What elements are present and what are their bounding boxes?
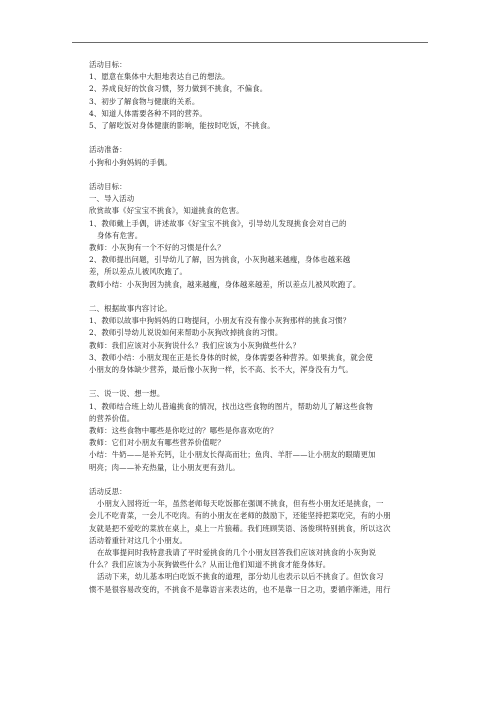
section-heading-process: 活动目标： <box>89 182 127 191</box>
paragraph-line: 1、教师以故事中狗妈妈的口吻提问，小朋友有没有像小灰狗那样的挑食习惯？ <box>89 316 351 326</box>
section-heading-preparation: 活动准备： <box>89 145 127 155</box>
paragraph-line: 小朋友入园将近一年，虽然老师每天吃饭都在强调不挑食，但有些小朋友还是挑食，一 <box>97 499 384 509</box>
goal-item: 4、知道人体需要各种不同的营养。 <box>89 108 207 118</box>
paragraph-line: 1、教师结合班上幼儿普遍挑食的情况，找出这些食物的图片，帮助幼儿了解这些食物 <box>89 401 373 411</box>
paragraph-line: 教师：它们对小朋友有哪些营养价值呢？ <box>89 438 225 448</box>
step-heading-talk: 三、说一说、想一想。 <box>89 389 165 399</box>
section-heading-goals: 活动目标： <box>89 60 127 69</box>
paragraph-line: 小结：牛奶——是补充钙，让小朋友长得高而壮；鱼肉、羊肝——让小朋友的眼睛更加 <box>89 450 376 460</box>
step-heading-discussion: 二、根据故事内容讨论。 <box>89 304 172 314</box>
paragraph-line: 小朋友的身体缺少营养，最后像小灰狗一样，长不高、长不大，浑身没有力气。 <box>89 365 353 375</box>
preparation-text: 小狗和小狗妈妈的手偶。 <box>89 157 172 167</box>
goal-item: 2、养成良好的饮食习惯，努力做到不挑食，不偏食。 <box>89 84 268 94</box>
goal-item: 1、愿意在集体中大胆地表达自己的想法。 <box>89 72 230 82</box>
goal-item: 5、了解吃饭对身体健康的影响，能按时吃饭，不挑食。 <box>89 121 275 131</box>
paragraph-line: 在故事提问时我特意我请了平时爱挑食的几个小朋友回答我们应该对挑食的小灰狗说 <box>97 548 377 558</box>
paragraph-line: 会儿不吃青菜，一会儿不吃肉。有的小朋友在老师的鼓励下，还能坚持把菜吃完，有的小朋 <box>89 511 391 521</box>
step-heading-intro: 一、导入活动 <box>89 194 135 204</box>
paragraph-line: 欣赏故事《好宝宝不挑食》，知道挑食的危害。 <box>89 206 244 216</box>
paragraph-line: 3、教师小结：小朋友现在正是长身体的时候，身体需要各种营养。如果挑食，就会使 <box>89 352 373 362</box>
paragraph-line: 的营养价值。 <box>89 413 135 423</box>
paragraph-line: 2、教师引导幼儿说说如何来帮助小灰狗改掉挑食的习惯。 <box>89 328 283 338</box>
paragraph-line: 什么？我们应该为小灰狗做些什么？从而让他们知道不挑食才能身体好。 <box>89 560 331 570</box>
paragraph-line: 活动着重针对这几个小朋友。 <box>89 535 188 545</box>
paragraph-line: 教师：小灰狗有一个不好的习惯是什么？ <box>89 243 225 253</box>
paragraph-line: 友就是把不爱吃的菜放在桌上，桌上一片狼藉。我们班顾笑语、汤俊琪特别挑食，所以这次 <box>89 523 391 533</box>
paragraph-line: 教师：这些食物中哪些是你吃过的？哪些是你喜欢吃的？ <box>89 426 278 436</box>
paragraph-line: 身体有危害。 <box>97 230 143 240</box>
paragraph-line: 1、教师戴上手偶，讲述故事《好宝宝不挑食》，引导幼儿发现挑食会对自己的 <box>89 218 347 228</box>
paragraph-line: 差，所以差点儿被风吹跑了。 <box>89 267 188 277</box>
document-body <box>89 59 411 596</box>
paragraph-line: 教师：我们应该对小灰狗说什么？我们应该为小灰狗做些什么？ <box>89 340 301 350</box>
goal-item: 3、初步了解食物与健康的关系。 <box>89 96 200 106</box>
paragraph-line: 教师小结：小灰狗因为挑食，越来越瘦，身体越来越差，所以差点儿被风吹跑了。 <box>89 279 361 289</box>
header-rule <box>72 42 428 43</box>
paragraph-line: 明亮；肉——补充热量，让小朋友更有劲儿。 <box>89 462 240 472</box>
paragraph-line: 活动下来，幼儿基本明白吃饭不挑食的道理，部分幼儿也表示以后不挑食了。但饮食习 <box>97 572 384 582</box>
section-heading-reflection: 活动反思： <box>89 487 127 497</box>
paragraph-line: 惯不是很容易改变的，不挑食不是靠语言来表达的，也不是靠一日之功，要循序渐进，用行 <box>89 584 391 594</box>
paragraph-line: 2、教师提出问题，引导幼儿了解，因为挑食，小灰狗越来越瘦，身体也越来越 <box>89 255 351 265</box>
